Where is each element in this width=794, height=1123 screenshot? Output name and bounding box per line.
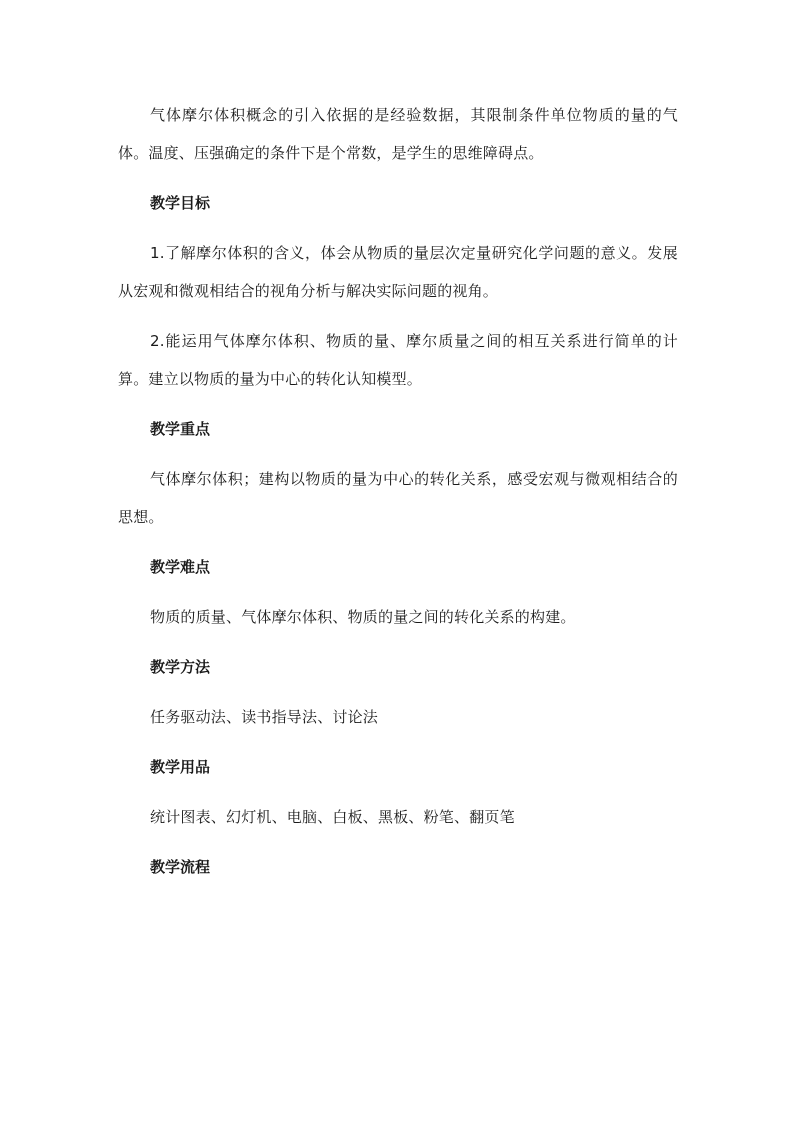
objective-item-1: 1.了解摩尔体积的含义，体会从物质的量层次定量研究化学问题的意义。发展从宏观和微观相结合的视角分析与解决实际问题的视角。 bbox=[118, 244, 678, 300]
objective-item-2: 2.能运用气体摩尔体积、物质的量、摩尔质量之间的相互关系进行简单的计算。建立以物质的量为中心的转化认知模型。 bbox=[118, 332, 678, 388]
methods-heading: 教学方法 bbox=[150, 658, 211, 676]
document-page bbox=[118, 96, 678, 898]
materials-text: 统计图表、幻灯机、电脑、白板、黑板、粉笔、翻页笔 bbox=[150, 808, 515, 826]
difficulties-text: 物质的质量、气体摩尔体积、物质的量之间的转化关系的构建。 bbox=[150, 608, 576, 626]
intro-paragraph: 气体摩尔体积概念的引入依据的是经验数据，其限制条件单位物质的量的气体。温度、压强确定的条件下是个常数，是学生的思维障碍点。 bbox=[118, 106, 678, 162]
materials-heading: 教学用品 bbox=[150, 758, 211, 776]
key-points-text: 气体摩尔体积；建构以物质的量为中心的转化关系，感受宏观与微观相结合的思想。 bbox=[118, 470, 678, 526]
difficulties-heading: 教学难点 bbox=[150, 558, 211, 576]
process-heading: 教学流程 bbox=[150, 858, 211, 876]
objectives-heading: 教学目标 bbox=[150, 194, 211, 212]
methods-text: 任务驱动法、读书指导法、讨论法 bbox=[150, 708, 379, 726]
key-points-heading: 教学重点 bbox=[150, 420, 211, 438]
